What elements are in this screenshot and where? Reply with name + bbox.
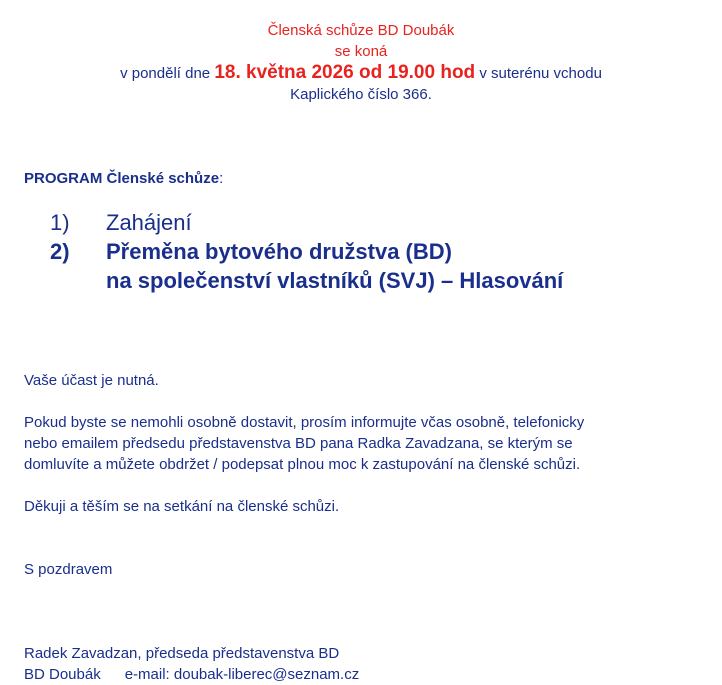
agenda-item-number: 2) xyxy=(50,239,70,264)
meeting-announcement xyxy=(0,20,722,105)
agenda-list xyxy=(50,208,563,295)
program-heading xyxy=(24,170,223,187)
participation-note: Vaše účast je nutná. xyxy=(24,372,159,389)
agenda-item-text-line1: Přeměna bytového družstva (BD) xyxy=(106,239,452,264)
info-line: domluvíte a můžete obdržet / podepsat plnou moc k zastupování na členské schůzi. xyxy=(24,456,581,473)
meeting-location: Kaplického číslo 366. xyxy=(290,86,432,103)
agenda-item xyxy=(50,208,563,237)
program-heading-bold: PROGRAM xyxy=(24,170,103,187)
email-address: doubak-liberec@seznam.cz xyxy=(173,666,360,683)
meeting-title: Členská schůze BD Doubák xyxy=(267,22,455,39)
agenda-item xyxy=(50,237,563,295)
thanks-note: Děkuji a těším se na setkání na členské schůzi. xyxy=(24,498,340,515)
meeting-date: 18. května 2026 od 19.00 hod xyxy=(214,62,476,83)
signature-block xyxy=(24,643,714,685)
greeting: S pozdravem xyxy=(24,561,113,578)
agenda-item-text: Zahájení xyxy=(106,210,192,235)
meeting-date-line xyxy=(0,62,722,84)
program-heading-rest: Členské schůze xyxy=(102,170,220,187)
agenda-item-text xyxy=(106,237,563,295)
info-line: Pokud byste se nemohli osobně dostavit, prosím informujte včas osobně, telefonicky xyxy=(24,414,585,431)
agenda-item-text-line2: na společenství vlastníků (SVJ) – Hlasování xyxy=(106,268,564,293)
date-suffix: v suterénu vchodu xyxy=(475,65,602,82)
signature-contact xyxy=(24,664,714,685)
date-prefix: v pondělí dne xyxy=(120,65,215,82)
program-heading-colon: : xyxy=(219,170,224,187)
info-paragraph xyxy=(24,412,714,475)
meeting-subtitle: se koná xyxy=(334,43,388,60)
agenda-item-number: 1) xyxy=(50,210,70,235)
email-label: e-mail: xyxy=(124,666,174,683)
info-line: nebo emailem předsedu představenstva BD pana Radka Zavadzana, se kterým se xyxy=(24,435,573,452)
signature-org: BD Doubák xyxy=(24,666,101,683)
signature-name: Radek Zavadzan, předseda představenstva BD xyxy=(24,645,340,662)
